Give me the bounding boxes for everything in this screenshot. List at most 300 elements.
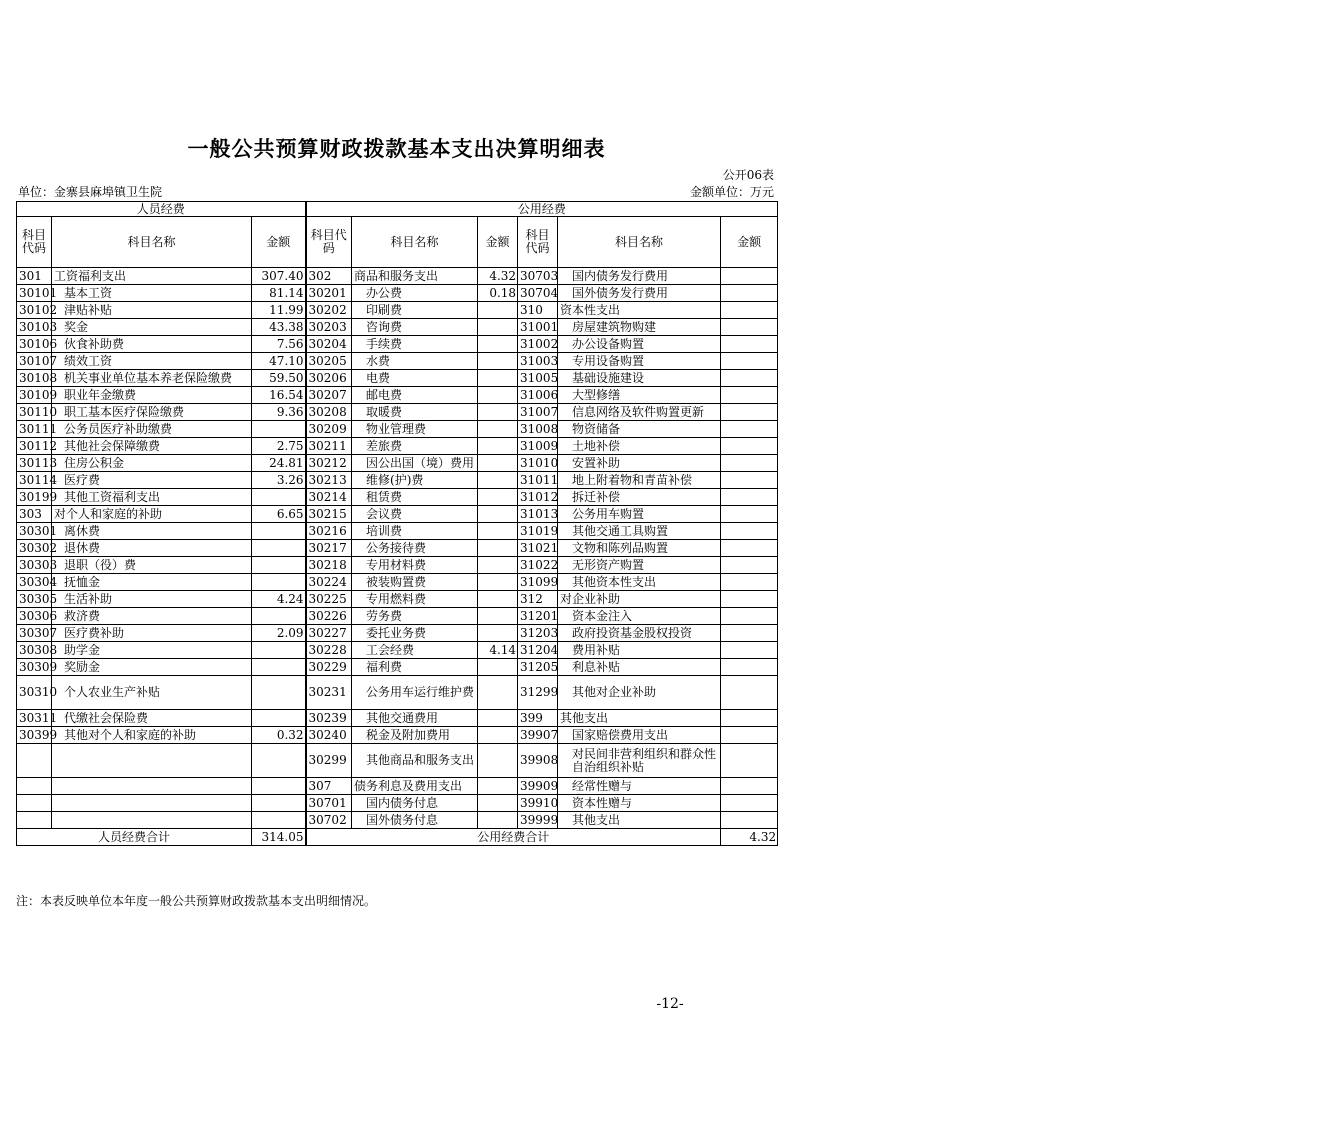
- cell-name: 基本工资: [52, 285, 252, 302]
- cell-name: 医疗费: [52, 472, 252, 489]
- cell-amount: [478, 421, 518, 438]
- cell-code: 30201: [306, 285, 352, 302]
- cell-amount: [478, 404, 518, 421]
- cell-code: [17, 795, 52, 812]
- cell-name: [52, 744, 252, 778]
- cell-amount: [252, 659, 306, 676]
- table-row: [17, 795, 778, 812]
- cell-amount: [478, 387, 518, 404]
- table-row: [17, 336, 778, 353]
- cell-name: 办公费: [352, 285, 478, 302]
- public-total-value: 4.32: [721, 829, 778, 846]
- cell-code: 39999: [518, 812, 558, 829]
- cell-code: 30702: [306, 812, 352, 829]
- cell-code: 31005: [518, 370, 558, 387]
- cell-name: 对企业补助: [558, 591, 721, 608]
- table-row: [17, 676, 778, 710]
- cell-name: 水费: [352, 353, 478, 370]
- cell-code: 301: [17, 268, 52, 285]
- cell-code: 30101: [17, 285, 52, 302]
- cell-amount: [721, 285, 778, 302]
- cell-amount: 43.38: [252, 319, 306, 336]
- cell-code: 30113: [17, 455, 52, 472]
- cell-amount: 3.26: [252, 472, 306, 489]
- cell-code: 30311: [17, 710, 52, 727]
- cell-amount: [721, 438, 778, 455]
- cell-code: 31008: [518, 421, 558, 438]
- table-row: [17, 540, 778, 557]
- cell-amount: [721, 336, 778, 353]
- cell-name: 土地补偿: [558, 438, 721, 455]
- cell-code: 30701: [306, 795, 352, 812]
- cell-amount: [721, 387, 778, 404]
- cell-code: 307: [306, 778, 352, 795]
- cell-code: 30199: [17, 489, 52, 506]
- cell-code: 30205: [306, 353, 352, 370]
- cell-code: 30304: [17, 574, 52, 591]
- cell-name: 绩效工资: [52, 353, 252, 370]
- cell-amount: [721, 302, 778, 319]
- cell-name: 医疗费补助: [52, 625, 252, 642]
- cell-amount: [252, 710, 306, 727]
- cell-name: 电费: [352, 370, 478, 387]
- cell-name: 其他资本性支出: [558, 574, 721, 591]
- cell-code: 30110: [17, 404, 52, 421]
- cell-code: 30217: [306, 540, 352, 557]
- cell-name: 奖励金: [52, 659, 252, 676]
- cell-code: 31299: [518, 676, 558, 710]
- cell-amount: [721, 540, 778, 557]
- cell-name: 公务员医疗补助缴费: [52, 421, 252, 438]
- cell-code: 30207: [306, 387, 352, 404]
- cell-code: 31099: [518, 574, 558, 591]
- cell-amount: [478, 489, 518, 506]
- cell-name: 国外债务付息: [352, 812, 478, 829]
- cell-code: 30307: [17, 625, 52, 642]
- cell-name: 个人农业生产补贴: [52, 676, 252, 710]
- cell-amount: [478, 319, 518, 336]
- cell-amount: [478, 795, 518, 812]
- cell-code: 30202: [306, 302, 352, 319]
- col-header-code: 科目代码: [518, 217, 558, 268]
- cell-code: 30308: [17, 642, 52, 659]
- cell-name: 退职（役）费: [52, 557, 252, 574]
- group-header-row: [17, 202, 778, 217]
- cell-amount: [252, 523, 306, 540]
- cell-name: 商品和服务支出: [352, 268, 478, 285]
- cell-name: 专用材料费: [352, 557, 478, 574]
- cell-code: 30703: [518, 268, 558, 285]
- cell-code: 30227: [306, 625, 352, 642]
- cell-amount: [478, 472, 518, 489]
- table-row: [17, 268, 778, 285]
- cell-name: 生活补助: [52, 591, 252, 608]
- cell-code: 30213: [306, 472, 352, 489]
- cell-amount: 16.54: [252, 387, 306, 404]
- cell-code: 30109: [17, 387, 52, 404]
- table-row: [17, 489, 778, 506]
- cell-name: 其他商品和服务支出: [352, 744, 478, 778]
- cell-name: [52, 795, 252, 812]
- cell-amount: [721, 574, 778, 591]
- cell-amount: [721, 710, 778, 727]
- cell-name: 国外债务发行费用: [558, 285, 721, 302]
- cell-name: 公务用车运行维护费: [352, 676, 478, 710]
- cell-name: 其他社会保障缴费: [52, 438, 252, 455]
- cell-amount: [252, 557, 306, 574]
- cell-code: 30204: [306, 336, 352, 353]
- cell-code: 30240: [306, 727, 352, 744]
- cell-name: 维修(护)费: [352, 472, 478, 489]
- cell-name: 手续费: [352, 336, 478, 353]
- cell-name: 公务用车购置: [558, 506, 721, 523]
- cell-amount: [721, 676, 778, 710]
- cell-name: 其他交通工具购置: [558, 523, 721, 540]
- cell-code: 312: [518, 591, 558, 608]
- cell-amount: 4.14: [478, 642, 518, 659]
- cell-name: 资本性赠与: [558, 795, 721, 812]
- cell-name: 因公出国（境）费用: [352, 455, 478, 472]
- cell-name: 代缴社会保险费: [52, 710, 252, 727]
- cell-amount: [478, 370, 518, 387]
- table-row: [17, 438, 778, 455]
- cell-amount: [721, 795, 778, 812]
- cell-name: 对个人和家庭的补助: [52, 506, 252, 523]
- cell-code: 302: [306, 268, 352, 285]
- cell-name: 住房公积金: [52, 455, 252, 472]
- col-header-amount: 金额: [721, 217, 778, 268]
- cell-name: 救济费: [52, 608, 252, 625]
- cell-name: [52, 778, 252, 795]
- cell-code: 310: [518, 302, 558, 319]
- cell-code: 30107: [17, 353, 52, 370]
- cell-amount: [252, 812, 306, 829]
- cell-code: 30114: [17, 472, 52, 489]
- cell-amount: [252, 421, 306, 438]
- cell-name: 文物和陈列品购置: [558, 540, 721, 557]
- cell-name: 职业年金缴费: [52, 387, 252, 404]
- table-row: [17, 744, 778, 778]
- cell-name: [52, 812, 252, 829]
- form-number: 公开06表: [722, 168, 774, 182]
- cell-code: 30203: [306, 319, 352, 336]
- cell-amount: 2.75: [252, 438, 306, 455]
- cell-amount: 307.40: [252, 268, 306, 285]
- cell-amount: [252, 574, 306, 591]
- cell-amount: [721, 523, 778, 540]
- cell-code: 39909: [518, 778, 558, 795]
- cell-amount: [252, 676, 306, 710]
- cell-code: 30218: [306, 557, 352, 574]
- cell-name: 退休费: [52, 540, 252, 557]
- cell-name: 伙食补助费: [52, 336, 252, 353]
- cell-code: 31021: [518, 540, 558, 557]
- cell-amount: 59.50: [252, 370, 306, 387]
- table-row: [17, 812, 778, 829]
- cell-code: [17, 812, 52, 829]
- cell-code: 31007: [518, 404, 558, 421]
- cell-name: 费用补贴: [558, 642, 721, 659]
- col-header-amount: 金额: [478, 217, 518, 268]
- cell-name: 差旅费: [352, 438, 478, 455]
- cell-amount: [478, 506, 518, 523]
- cell-name: 税金及附加费用: [352, 727, 478, 744]
- column-header-row: [17, 217, 778, 268]
- table-row: [17, 506, 778, 523]
- cell-amount: [721, 268, 778, 285]
- cell-amount: 4.32: [478, 268, 518, 285]
- cell-name: 国内债务付息: [352, 795, 478, 812]
- cell-amount: 0.18: [478, 285, 518, 302]
- cell-name: 培训费: [352, 523, 478, 540]
- cell-amount: [478, 353, 518, 370]
- cell-code: 30212: [306, 455, 352, 472]
- cell-code: 30224: [306, 574, 352, 591]
- cell-code: 399: [518, 710, 558, 727]
- cell-amount: 11.99: [252, 302, 306, 319]
- cell-code: 30112: [17, 438, 52, 455]
- col-header-code: 科目代码: [17, 217, 52, 268]
- cell-code: 31002: [518, 336, 558, 353]
- table-row: [17, 608, 778, 625]
- cell-amount: [721, 455, 778, 472]
- cell-name: 福利费: [352, 659, 478, 676]
- personnel-total-value: 314.05: [252, 829, 306, 846]
- cell-code: 31022: [518, 557, 558, 574]
- cell-code: 31019: [518, 523, 558, 540]
- money-unit-label: 金额单位：万元: [689, 185, 774, 199]
- public-total-label: 公用经费合计: [306, 829, 721, 846]
- cell-name: 拆迁补偿: [558, 489, 721, 506]
- cell-name: 政府投资基金股权投资: [558, 625, 721, 642]
- cell-amount: [478, 778, 518, 795]
- cell-code: 30102: [17, 302, 52, 319]
- cell-name: 办公设备购置: [558, 336, 721, 353]
- cell-name: 印刷费: [352, 302, 478, 319]
- cell-name: 资本金注入: [558, 608, 721, 625]
- cell-amount: [478, 625, 518, 642]
- cell-name: 其他对企业补助: [558, 676, 721, 710]
- cell-name: 无形资产购置: [558, 557, 721, 574]
- cell-code: 30302: [17, 540, 52, 557]
- col-header-code: 科目代码: [306, 217, 352, 268]
- cell-name: 债务利息及费用支出: [352, 778, 478, 795]
- cell-amount: [478, 574, 518, 591]
- cell-code: 30226: [306, 608, 352, 625]
- cell-code: 30239: [306, 710, 352, 727]
- cell-name: 信息网络及软件购置更新: [558, 404, 721, 421]
- cell-code: 39907: [518, 727, 558, 744]
- cell-name: 国家赔偿费用支出: [558, 727, 721, 744]
- cell-amount: 9.36: [252, 404, 306, 421]
- cell-amount: [721, 557, 778, 574]
- cell-code: 30704: [518, 285, 558, 302]
- public-group-header: 公用经费: [306, 202, 778, 217]
- cell-code: 31010: [518, 455, 558, 472]
- cell-code: 30106: [17, 336, 52, 353]
- cell-name: 其他支出: [558, 710, 721, 727]
- cell-amount: 47.10: [252, 353, 306, 370]
- cell-name: 工会经费: [352, 642, 478, 659]
- cell-code: 30208: [306, 404, 352, 421]
- cell-name: 利息补贴: [558, 659, 721, 676]
- cell-amount: [721, 608, 778, 625]
- cell-name: 房屋建筑物购建: [558, 319, 721, 336]
- cell-name: 咨询费: [352, 319, 478, 336]
- cell-name: 劳务费: [352, 608, 478, 625]
- cell-code: 30215: [306, 506, 352, 523]
- cell-amount: [478, 438, 518, 455]
- cell-amount: 4.24: [252, 591, 306, 608]
- col-header-name: 科目名称: [352, 217, 478, 268]
- cell-code: 31203: [518, 625, 558, 642]
- cell-amount: [721, 489, 778, 506]
- cell-name: 物业管理费: [352, 421, 478, 438]
- cell-amount: [721, 812, 778, 829]
- cell-amount: 2.09: [252, 625, 306, 642]
- cell-amount: [478, 659, 518, 676]
- cell-name: 其他工资福利支出: [52, 489, 252, 506]
- cell-amount: 24.81: [252, 455, 306, 472]
- cell-amount: [721, 370, 778, 387]
- cell-amount: [721, 744, 778, 778]
- cell-amount: [478, 676, 518, 710]
- cell-amount: [478, 336, 518, 353]
- table-row: [17, 591, 778, 608]
- cell-code: 30306: [17, 608, 52, 625]
- table-row: [17, 302, 778, 319]
- cell-amount: [478, 727, 518, 744]
- table-row: [17, 404, 778, 421]
- cell-code: 31003: [518, 353, 558, 370]
- cell-name: 助学金: [52, 642, 252, 659]
- cell-code: 30211: [306, 438, 352, 455]
- cell-amount: [478, 302, 518, 319]
- cell-amount: [478, 523, 518, 540]
- cell-code: 30229: [306, 659, 352, 676]
- cell-amount: [252, 795, 306, 812]
- cell-amount: [478, 557, 518, 574]
- cell-amount: [252, 540, 306, 557]
- table-row: [17, 285, 778, 302]
- cell-amount: [252, 778, 306, 795]
- cell-code: 30225: [306, 591, 352, 608]
- cell-amount: [721, 421, 778, 438]
- cell-amount: [721, 506, 778, 523]
- cell-amount: [721, 727, 778, 744]
- cell-amount: [721, 659, 778, 676]
- cell-code: 30214: [306, 489, 352, 506]
- cell-amount: [252, 642, 306, 659]
- cell-code: 31201: [518, 608, 558, 625]
- cell-amount: [721, 625, 778, 642]
- table-row: [17, 557, 778, 574]
- col-header-name: 科目名称: [52, 217, 252, 268]
- unit-label: 单位：金寨县麻埠镇卫生院: [18, 185, 163, 199]
- cell-amount: [478, 455, 518, 472]
- cell-code: 30216: [306, 523, 352, 540]
- cell-amount: 7.56: [252, 336, 306, 353]
- cell-amount: [721, 404, 778, 421]
- cell-name: 被装购置费: [352, 574, 478, 591]
- cell-code: 31013: [518, 506, 558, 523]
- cell-amount: [478, 608, 518, 625]
- cell-name: 其他支出: [558, 812, 721, 829]
- cell-code: 31012: [518, 489, 558, 506]
- cell-name: 基础设施建设: [558, 370, 721, 387]
- cell-code: 30303: [17, 557, 52, 574]
- cell-name: 租赁费: [352, 489, 478, 506]
- cell-code: 31011: [518, 472, 558, 489]
- cell-amount: [478, 744, 518, 778]
- footnote: 注：本表反映单位本年度一般公共预算财政拨款基本支出明细情况。: [16, 894, 377, 908]
- cell-name: 委托业务费: [352, 625, 478, 642]
- cell-name: 资本性支出: [558, 302, 721, 319]
- cell-name: 安置补助: [558, 455, 721, 472]
- table-row: [17, 353, 778, 370]
- cell-code: 30231: [306, 676, 352, 710]
- cell-code: 31205: [518, 659, 558, 676]
- cell-name: 物资储备: [558, 421, 721, 438]
- cell-code: 30206: [306, 370, 352, 387]
- totals-row: [17, 829, 778, 846]
- cell-code: 30299: [306, 744, 352, 778]
- cell-amount: 6.65: [252, 506, 306, 523]
- table-row: [17, 455, 778, 472]
- cell-amount: [721, 472, 778, 489]
- cell-code: 30108: [17, 370, 52, 387]
- cell-name: 地上附着物和青苗补偿: [558, 472, 721, 489]
- cell-amount: [721, 591, 778, 608]
- cell-name: 对民间非营利组织和群众性自治组织补贴: [558, 744, 721, 778]
- cell-name: 专用燃料费: [352, 591, 478, 608]
- cell-amount: [478, 540, 518, 557]
- cell-code: 31204: [518, 642, 558, 659]
- table-row: [17, 778, 778, 795]
- table-row: [17, 625, 778, 642]
- cell-name: 经常性赠与: [558, 778, 721, 795]
- cell-name: 取暖费: [352, 404, 478, 421]
- cell-amount: [721, 778, 778, 795]
- cell-name: 奖金: [52, 319, 252, 336]
- cell-amount: [721, 353, 778, 370]
- table-row: [17, 642, 778, 659]
- table-row: [17, 710, 778, 727]
- cell-amount: [252, 489, 306, 506]
- cell-code: 30103: [17, 319, 52, 336]
- table-row: [17, 574, 778, 591]
- table-row: [17, 319, 778, 336]
- table-row: [17, 727, 778, 744]
- cell-code: 30228: [306, 642, 352, 659]
- table-row: [17, 370, 778, 387]
- cell-code: 31006: [518, 387, 558, 404]
- col-header-name: 科目名称: [558, 217, 721, 268]
- cell-name: 专用设备购置: [558, 353, 721, 370]
- cell-name: 机关事业单位基本养老保险缴费: [52, 370, 252, 387]
- cell-name: 其他对个人和家庭的补助: [52, 727, 252, 744]
- cell-code: [17, 778, 52, 795]
- cell-amount: 81.14: [252, 285, 306, 302]
- cell-code: 30399: [17, 727, 52, 744]
- table-row: [17, 387, 778, 404]
- cell-name: 大型修缮: [558, 387, 721, 404]
- cell-code: 39908: [518, 744, 558, 778]
- cell-name: 抚恤金: [52, 574, 252, 591]
- cell-code: 30209: [306, 421, 352, 438]
- personnel-group-header: 人员经费: [17, 202, 306, 217]
- page-number: -12-: [656, 996, 684, 1012]
